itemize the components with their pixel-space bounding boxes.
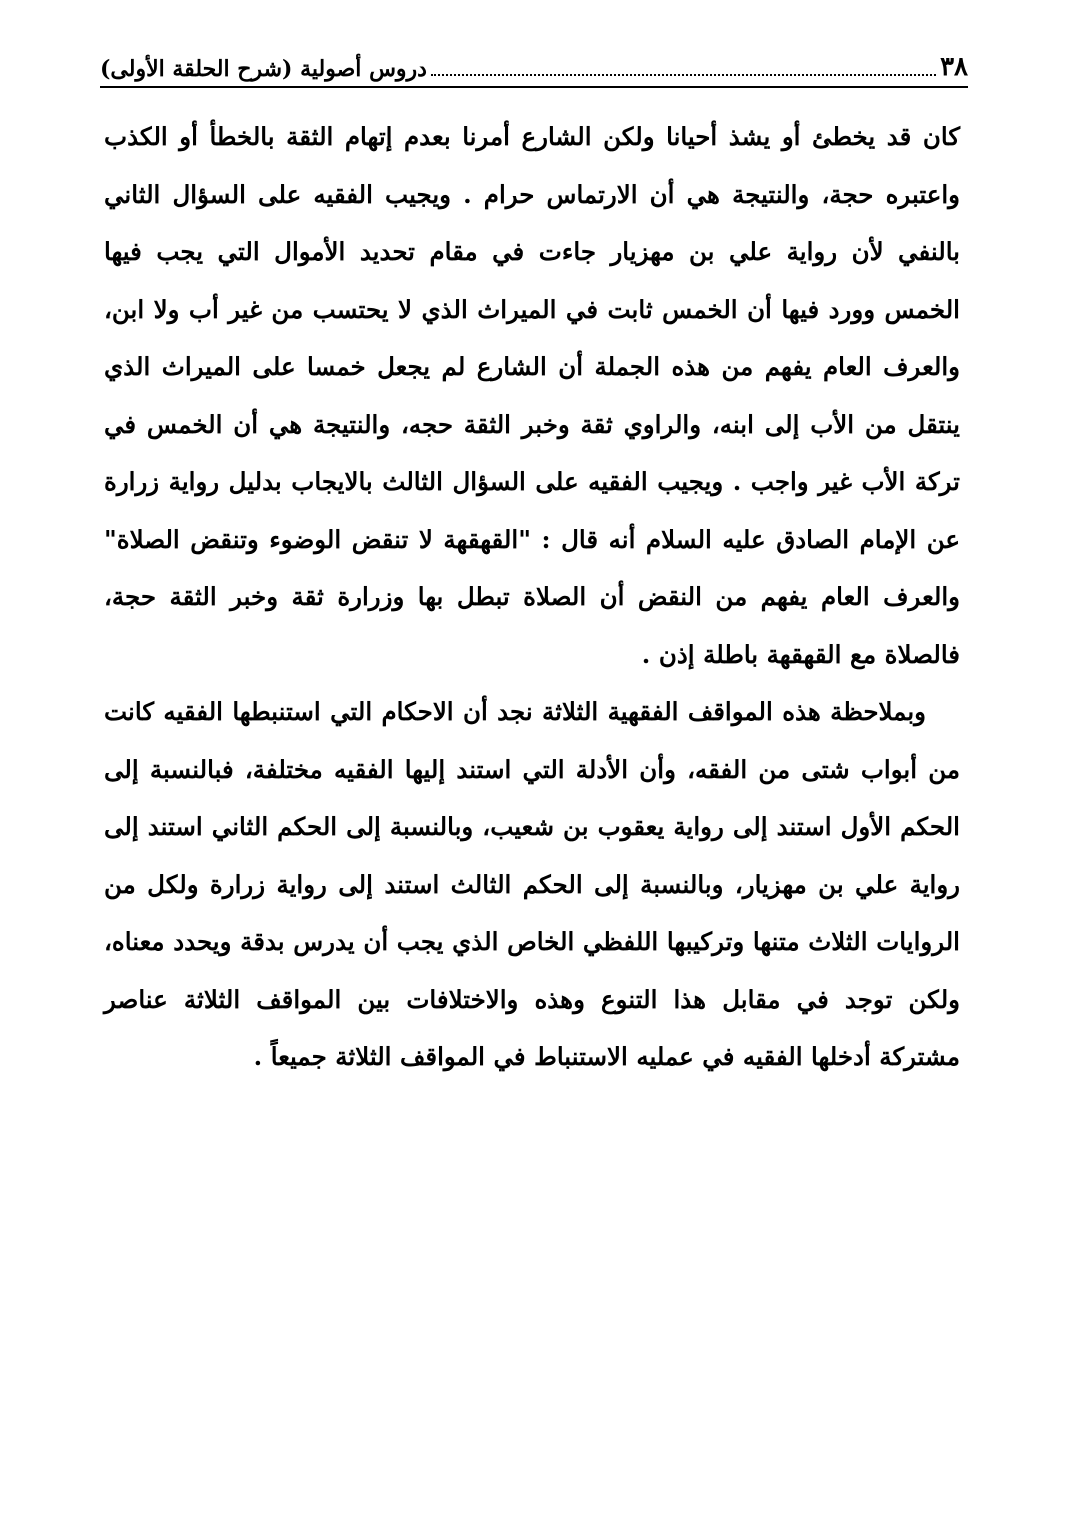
header-rule	[100, 86, 968, 88]
page-number: ٣٨	[940, 52, 968, 82]
running-title: دروس أصولية (شرح الحلقة الأولى)	[100, 56, 427, 82]
dotted-leader	[431, 73, 936, 76]
paragraph-2: وبملاحظة هذه المواقف الفقهية الثلاثة نجد أن الاحكام التي استنبطها الفقيه كانت من أبواب شتى من الفقه، وأن الأدلة التي استند إليها الفقيه مختلفة، فبالنسبة إلى الحكم الأول استند إلى رواية يعقوب بن شعيب، وبالنسبة إلى الحكم الثاني استند إلى رواية علي بن مهزيار، وبالنسبة إلى الحكم الثالث استند إلى رواية زرارة ولكل من الروايات الثلاث متنها وتركيبها اللفظي الخاص الذي يجب أن يدرس بدقة ويحدد معناه، ولكن توجد في مقابل هذا التنوع وهذه والاختلافات بين المواقف الثلاثة عناصر مشتركة أدخلها الفقيه في عمليه الاستنباط في المواقف الثلاثة جميعاً .	[104, 697, 960, 1071]
body-text	[104, 108, 960, 1086]
paragraph-1: كان قد يخطئ أو يشذ أحيانا ولكن الشارع أمرنا بعدم إتهام الثقة بالخطأ أو الكذب واعتبره حجة، والنتيجة هي أن الارتماس حرام . ويجيب الفقيه على السؤال الثاني بالنفي لأن رواية علي بن مهزيار جاءت في مقام تحديد الأموال التي يجب فيها الخمس وورد فيها أن الخمس ثابت في الميراث الذي لا يحتسب من غير أب ولا ابن، والعرف العام يفهم من هذه الجملة أن الشارع لم يجعل خمسا على الميراث الذي ينتقل من الأب إلى ابنه، والراوي ثقة وخبر الثقة حجه، والنتيجة هي أن الخمس في تركة الأب غير واجب . ويجيب الفقيه على السؤال الثالث بالايجاب بدليل رواية زرارة عن الإمام الصادق عليه السلام أنه قال : "القهقهة لا تنقض الوضوء وتنقض الصلاة" والعرف العام يفهم من النقض أن الصلاة تبطل بها وزرارة ثقة وخبر الثقة حجة، فالصلاة مع القهقهة باطلة إذن .	[104, 122, 960, 669]
page-header	[100, 38, 968, 82]
